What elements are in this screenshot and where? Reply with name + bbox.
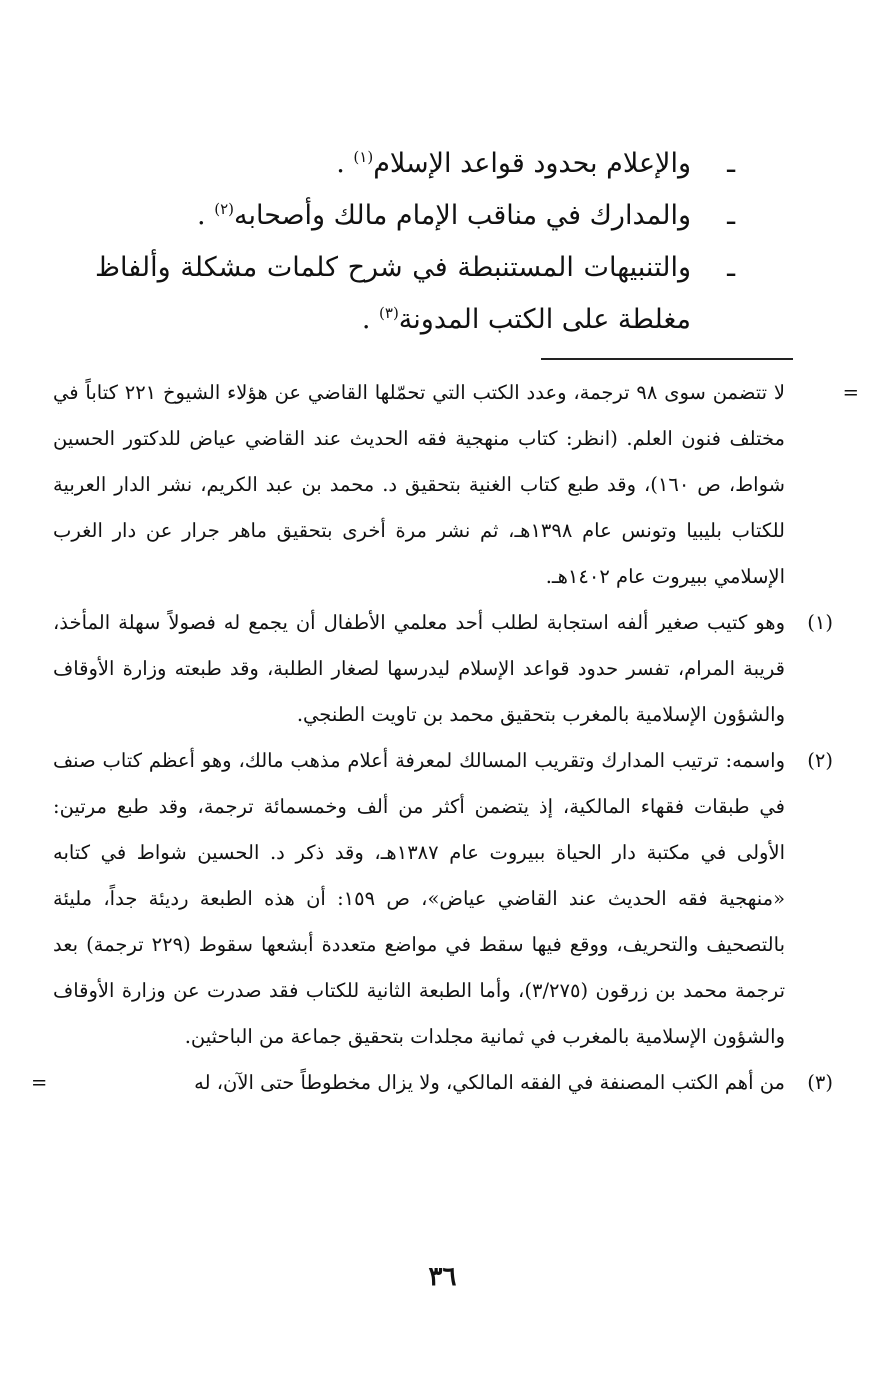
list-dash: ـ [727,200,735,231]
list-item [95,190,735,242]
footnotes [31,370,859,1106]
list-item-text: والمدارك في مناقب الإمام مالك وأصحابه [233,200,691,231]
footnote-text: واسمه: ترتيب المدارك وتقريب المسالك لمعرفة أعلام مذهب مالك، وهو أعظم كتاب صنف في طبقات فقهاء المالكية، إذ يتضمن أكثر من ألف وخمسمائة ترجمة، وقد طبع مرتين: الأولى في مكتبة دار الحياة ببيروت عام ١٣٨٧هـ، وقد ذكر د. الحسين شواط في كتابه «منهجية فقه الحديث عند القاضي عياض»، ص ١٥٩: أن هذه الطبعة رديئة جداً، مليئة بالتصحيف والتحريف، ووقع فيها سقط في مواضع متعددة أبشعها سقوط (٢٢٩ ترجمة) بعد ترجمة محمد بن زرقون (٣/٢٧٥)، وأما الطبعة الثانية للكتاب فقد صدرت عن وزارة الأوقاف والشؤون الإسلامية بالمغرب في ثمانية مجلدات بتحقيق جماعة من الباحثين. [53,749,786,1048]
list-item-tail: . [361,304,380,335]
list-item-text: والإعلام بحدود قواعد الإسلام [373,148,691,179]
footnote-text: وهو كتيب صغير ألفه استجابة لطلب أحد معلمي الأطفال أن يجمع له فصولاً سهلة المأخذ، قريبة المرام، تفسر حدود قواعد الإسلام ليدرسها لصغار الطلبة، وقد طبعته وزارة الأوقاف والشؤون الإسلامية بالمغرب بتحقيق محمد بن تاويت الطنجي. [53,611,785,726]
footnote [53,738,833,1060]
footnote [53,600,833,738]
footnote-number: (٢) [807,749,833,772]
main-text-list [95,138,735,346]
list-item-tail: . [336,148,354,179]
footnote-separator [541,358,793,360]
footnote-ref: (٢) [214,200,234,218]
page-number: ٣٦ [428,1262,457,1292]
footnote-continuation [53,370,859,600]
continuation-mark: = [842,381,859,404]
footnote-text: من أهم الكتب المصنفة في الفقه المالكي، ولا يزال مخطوطاً حتى الآن، له [194,1071,785,1094]
footnote-number: (١) [807,611,833,634]
footnote-number: (٣) [807,1071,833,1094]
footnote-ref: (٣) [379,304,399,322]
footnote-ref: (١) [353,148,374,166]
list-item [95,138,735,190]
continuation-mark: = [31,1071,48,1094]
list-item-tail: . [197,200,215,231]
list-item-text: والتنبيهات المستنبطة في شرح كلمات مشكلة وألفاظ مغلطة على الكتب المدونة [95,252,691,335]
list-item [95,242,735,346]
list-dash: ـ [727,252,735,283]
list-dash: ـ [727,148,735,179]
footnote-text: لا تتضمن سوى ٩٨ ترجمة، وعدد الكتب التي تحمّلها القاضي عن هؤلاء الشيوخ ٢٢١ كتاباً في مختلف فنون العلم. (انظر: كتاب منهجية فقه الحديث عند القاضي عياض للدكتور الحسين شواط، ص ١٦٠)، وقد طبع كتاب الغنية بتحقيق د. محمد بن عبد الكريم، نشر الدار العربية للكتاب بليبيا وتونس عام ١٣٩٨هـ، ثم نشر مرة أخرى بتحقيق ماهر جرار عن دار الغرب الإسلامي ببيروت عام ١٤٠٢هـ. [53,381,786,588]
footnote [31,1060,833,1106]
